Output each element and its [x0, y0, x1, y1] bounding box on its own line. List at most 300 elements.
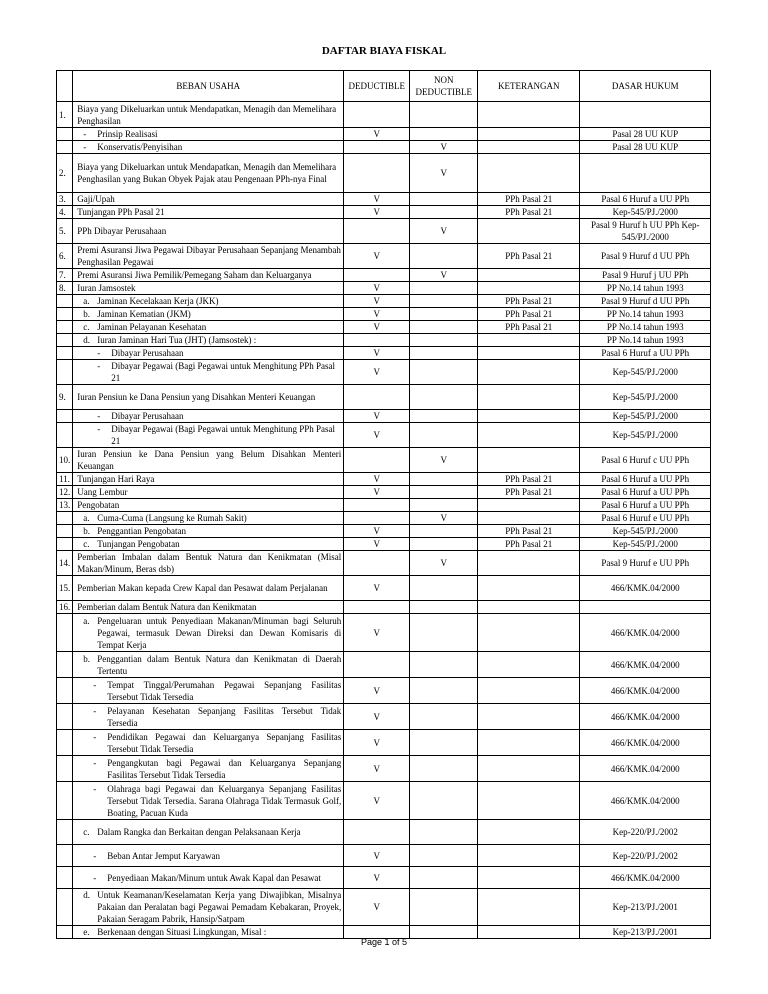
keterangan-cell [478, 154, 580, 193]
table-row [57, 525, 711, 538]
row-number: 1. [57, 102, 73, 128]
keterangan-cell: PPh Pasal 21 [478, 486, 580, 499]
row-description [73, 652, 344, 678]
non-deductible-cell [410, 499, 478, 512]
row-text: Penggantian Pengobatan [97, 526, 186, 536]
row-text: Pemberian dalam Bentuk Natura dan Kenikmatan [77, 602, 257, 612]
table-row [57, 219, 711, 244]
non-deductible-cell [410, 360, 478, 385]
row-description [73, 219, 344, 244]
dasar-hukum-cell: 466/KMK.04/2000 [580, 756, 711, 782]
row-description [73, 385, 344, 410]
row-description [73, 867, 344, 889]
dasar-hukum-cell: Pasal 6 Huruf e UU PPh [580, 512, 711, 525]
keterangan-cell [478, 423, 580, 448]
row-text: Iuran Jaminan Hari Tua (JHT) (Jamsostek) : [97, 335, 257, 345]
row-marker: - [93, 757, 97, 768]
row-number [57, 730, 73, 756]
row-text: Pemberian Imbalan dalam Bentuk Natura dan Kenikmatan (Misal Makan/Minum, Beras dsb) [77, 552, 342, 574]
table-row [57, 206, 711, 219]
table-row [57, 730, 711, 756]
keterangan-cell: PPh Pasal 21 [478, 473, 580, 486]
keterangan-cell [478, 360, 580, 385]
row-text: Olahraga bagi Pegawai dan Keluarganya Sepanjang Fasilitas Tersebut Tidak Tersedia. Sarana Olahraga Tidak Termasuk Golf, Boating, Pacuan Kuda [107, 783, 342, 818]
keterangan-cell: PPh Pasal 21 [478, 295, 580, 308]
row-text: Pengeluaran untuk Penyediaan Makanan/Minuman bagi Seluruh Pegawai, termasuk Dewan Direksi dan Dewan Komisaris di Tempat Kerja [97, 615, 342, 650]
row-text: Berkenaan dengan Situasi Lingkungan, Misal : [97, 927, 267, 937]
dasar-hukum-cell: Kep-213/PJ./2001 [580, 926, 711, 939]
row-text: Dibayar Perusahaan [111, 411, 184, 421]
dasar-hukum-cell: Pasal 6 Huruf a UU PPh [580, 193, 711, 206]
row-text: Jaminan Kematian (JKM) [97, 309, 191, 319]
non-deductible-cell [410, 820, 478, 845]
deductible-cell: V [344, 730, 410, 756]
deductible-cell: V [344, 244, 410, 269]
row-number [57, 845, 73, 867]
deductible-cell [344, 154, 410, 193]
row-number: 12. [57, 486, 73, 499]
row-description [73, 756, 344, 782]
row-text: Tunjangan PPh Pasal 21 [77, 207, 165, 217]
row-marker: - [97, 361, 101, 371]
row-text: Prinsip Realisasi [97, 129, 158, 139]
row-marker: d. [83, 335, 90, 345]
header-deductible: DEDUCTIBLE [344, 71, 410, 102]
row-text: Iuran Pensiun ke Dana Pensiun yang Disahkan Menteri Keuangan [77, 392, 316, 402]
table-row [57, 601, 711, 614]
row-marker: b. [83, 653, 90, 664]
row-marker: - [97, 348, 101, 358]
non-deductible-cell [410, 678, 478, 704]
dasar-hukum-cell: Kep-545/PJ./2000 [580, 423, 711, 448]
row-number [57, 820, 73, 845]
non-deductible-cell [410, 756, 478, 782]
row-number [57, 141, 73, 154]
table-row [57, 334, 711, 347]
table-row [57, 820, 711, 845]
table-row [57, 473, 711, 486]
row-description [73, 334, 344, 347]
page-title: DAFTAR BIAYA FISKAL [321, 45, 447, 57]
row-description [73, 889, 344, 926]
deductible-cell [344, 269, 410, 282]
keterangan-cell: PPh Pasal 21 [478, 525, 580, 538]
keterangan-cell [478, 499, 580, 512]
non-deductible-cell [410, 308, 478, 321]
table-row [57, 614, 711, 652]
row-description [73, 704, 344, 730]
deductible-cell: V [344, 321, 410, 334]
deductible-cell [344, 512, 410, 525]
dasar-hukum-cell: Kep-545/PJ./2000 [580, 525, 711, 538]
deductible-cell: V [344, 889, 410, 926]
dasar-hukum-cell: 466/KMK.04/2000 [580, 704, 711, 730]
row-text: Pelayanan Kesehatan Sepanjang Fasilitas Tersebut Tidak Tersedia [107, 705, 342, 728]
non-deductible-cell [410, 525, 478, 538]
header-non-deductible: NON DEDUCTIBLE [410, 71, 478, 102]
dasar-hukum-cell: 466/KMK.04/2000 [580, 652, 711, 678]
row-description [73, 282, 344, 295]
non-deductible-cell [410, 538, 478, 551]
non-deductible-cell [410, 410, 478, 423]
dasar-hukum-cell: 466/KMK.04/2000 [580, 614, 711, 652]
deductible-cell: V [344, 845, 410, 867]
row-description [73, 845, 344, 867]
non-deductible-cell [410, 730, 478, 756]
keterangan-cell [478, 347, 580, 360]
keterangan-cell: PPh Pasal 21 [478, 321, 580, 334]
table-row [57, 704, 711, 730]
non-deductible-cell [410, 473, 478, 486]
row-number [57, 360, 73, 385]
deductible-cell: V [344, 410, 410, 423]
deductible-cell: V [344, 525, 410, 538]
non-deductible-cell [410, 385, 478, 410]
row-text: Pemberian Makan kepada Crew Kapal dan Pesawat dalam Perjalanan [77, 583, 328, 593]
dasar-hukum-cell: Pasal 9 Huruf j UU PPh [580, 269, 711, 282]
row-description [73, 206, 344, 219]
row-description [73, 193, 344, 206]
row-description [73, 538, 344, 551]
row-description [73, 551, 344, 576]
table-row [57, 867, 711, 889]
row-number: 7. [57, 269, 73, 282]
non-deductible-cell [410, 867, 478, 889]
row-number: 15. [57, 576, 73, 601]
deductible-cell: V [344, 486, 410, 499]
table-row [57, 321, 711, 334]
keterangan-cell [478, 614, 580, 652]
deductible-cell: V [344, 128, 410, 141]
keterangan-cell [478, 102, 580, 128]
non-deductible-cell [410, 704, 478, 730]
row-marker: b. [83, 526, 90, 536]
keterangan-cell [478, 448, 580, 473]
row-number [57, 334, 73, 347]
non-deductible-cell [410, 321, 478, 334]
row-text: Biaya yang Dikeluarkan untuk Mendapatkan, Menagih dan Memelihara Penghasilan [77, 103, 337, 126]
row-number [57, 782, 73, 820]
non-deductible-cell [410, 102, 478, 128]
row-number [57, 614, 73, 652]
dasar-hukum-cell: Kep-213/PJ./2001 [580, 889, 711, 926]
row-number [57, 308, 73, 321]
deductible-cell: V [344, 473, 410, 486]
row-number [57, 652, 73, 678]
dasar-hukum-cell: Pasal 28 UU KUP [580, 141, 711, 154]
dasar-hukum-cell: Pasal 9 Huruf h UU PPh Kep-545/PJ./2000 [580, 219, 711, 244]
row-description [73, 614, 344, 652]
keterangan-cell: PPh Pasal 21 [478, 193, 580, 206]
table-row [57, 360, 711, 385]
keterangan-cell [478, 551, 580, 576]
table-row [57, 244, 711, 269]
keterangan-cell [478, 576, 580, 601]
row-marker: - [93, 783, 97, 794]
non-deductible-cell [410, 614, 478, 652]
deductible-cell [344, 141, 410, 154]
dasar-hukum-cell: Kep-545/PJ./2000 [580, 385, 711, 410]
row-text: Jaminan Pelayanan Kesehatan [97, 322, 207, 332]
dasar-hukum-cell: 466/KMK.04/2000 [580, 782, 711, 820]
row-number: 11. [57, 473, 73, 486]
table-row [57, 499, 711, 512]
non-deductible-cell [410, 347, 478, 360]
table-row [57, 269, 711, 282]
row-description [73, 102, 344, 128]
deductible-cell: V [344, 678, 410, 704]
table-row [57, 385, 711, 410]
non-deductible-cell [410, 486, 478, 499]
row-text: Premi Asuransi Jiwa Pegawai Dibayar Perusahaan Sepanjang Menambah Penghasilan Pegawai [77, 245, 341, 267]
keterangan-cell [478, 889, 580, 926]
row-marker: - [93, 731, 97, 742]
row-marker: c. [83, 539, 90, 549]
non-deductible-cell: V [410, 448, 478, 473]
deductible-cell: V [344, 614, 410, 652]
table-row [57, 282, 711, 295]
row-number [57, 410, 73, 423]
row-number: 8. [57, 282, 73, 295]
dasar-hukum-cell: Pasal 6 Huruf a UU PPh [580, 347, 711, 360]
dasar-hukum-cell: 466/KMK.04/2000 [580, 678, 711, 704]
deductible-cell: V [344, 538, 410, 551]
row-description [73, 154, 344, 193]
table-row [57, 486, 711, 499]
row-description [73, 295, 344, 308]
dasar-hukum-cell [580, 601, 711, 614]
row-number [57, 704, 73, 730]
row-number [57, 889, 73, 926]
table-row [57, 551, 711, 576]
row-marker: - [93, 872, 97, 883]
non-deductible-cell [410, 193, 478, 206]
header-keterangan: KETERANGAN [478, 71, 580, 102]
row-description [73, 525, 344, 538]
deductible-cell: V [344, 704, 410, 730]
non-deductible-cell: V [410, 512, 478, 525]
table-row [57, 512, 711, 525]
table-row [57, 141, 711, 154]
row-description [73, 141, 344, 154]
page-number: Page 1 of 5 [360, 937, 408, 947]
row-description [73, 308, 344, 321]
row-number [57, 867, 73, 889]
non-deductible-cell [410, 889, 478, 926]
deductible-cell [344, 499, 410, 512]
row-text: Tunjangan Hari Raya [77, 474, 155, 484]
non-deductible-cell [410, 652, 478, 678]
table-row [57, 678, 711, 704]
row-text: Dalam Rangka dan Berkaitan dengan Pelaksanaan Kerja [97, 827, 301, 837]
row-text: Beban Antar Jemput Karyawan [107, 850, 220, 861]
row-text: Dibayar Pegawai (Bagi Pegawai untuk Menghitung PPh Pasal 21 [111, 361, 335, 383]
dasar-hukum-cell: Pasal 9 Huruf e UU PPh [580, 551, 711, 576]
keterangan-cell [478, 652, 580, 678]
row-number: 2. [57, 154, 73, 193]
deductible-cell: V [344, 295, 410, 308]
row-description [73, 499, 344, 512]
row-description [73, 347, 344, 360]
dasar-hukum-cell: PP No.14 tahun 1993 [580, 334, 711, 347]
keterangan-cell [478, 128, 580, 141]
row-number [57, 678, 73, 704]
deductible-cell: V [344, 282, 410, 295]
keterangan-cell [478, 141, 580, 154]
dasar-hukum-cell: Kep-545/PJ./2000 [580, 206, 711, 219]
row-description [73, 244, 344, 269]
row-text: Konservatis/Penyisihan [97, 142, 183, 152]
row-number [57, 347, 73, 360]
deductible-cell: V [344, 423, 410, 448]
dasar-hukum-cell: Kep-545/PJ./2000 [580, 360, 711, 385]
dasar-hukum-cell: PP No.14 tahun 1993 [580, 308, 711, 321]
deductible-cell [344, 551, 410, 576]
row-marker: a. [83, 615, 90, 626]
row-description [73, 512, 344, 525]
row-text: Pengobatan [77, 500, 120, 510]
keterangan-cell [478, 678, 580, 704]
deductible-cell: V [344, 360, 410, 385]
dasar-hukum-cell: Pasal 9 Huruf d UU PPh [580, 295, 711, 308]
non-deductible-cell [410, 244, 478, 269]
non-deductible-cell: V [410, 141, 478, 154]
row-description [73, 410, 344, 423]
deductible-cell [344, 334, 410, 347]
row-number: 13. [57, 499, 73, 512]
dasar-hukum-cell: 466/KMK.04/2000 [580, 730, 711, 756]
row-number [57, 128, 73, 141]
non-deductible-cell [410, 845, 478, 867]
table-row [57, 193, 711, 206]
row-text: Biaya yang Dikeluarkan untuk Mendapatkan, Menagih dan Memelihara Penghasilan yang Bukan Obyek Pajak atau Pengenaan PPh-nya Final [77, 162, 337, 184]
table-row [57, 347, 711, 360]
dasar-hukum-cell: Pasal 28 UU KUP [580, 128, 711, 141]
row-number [57, 525, 73, 538]
keterangan-cell [478, 782, 580, 820]
dasar-hukum-cell: Pasal 6 Huruf c UU PPh [580, 448, 711, 473]
keterangan-cell [478, 756, 580, 782]
row-marker: - [93, 850, 97, 861]
dasar-hukum-cell: Pasal 6 Huruf a UU PPh [580, 486, 711, 499]
non-deductible-cell: V [410, 551, 478, 576]
deductible-cell [344, 102, 410, 128]
row-marker: b. [83, 309, 90, 319]
keterangan-cell: PPh Pasal 21 [478, 538, 580, 551]
table-header [57, 71, 711, 102]
row-number [57, 756, 73, 782]
keterangan-cell: PPh Pasal 21 [478, 308, 580, 321]
row-text: Cuma-Cuma (Langsung ke Rumah Sakit) [97, 513, 247, 523]
deductible-cell: V [344, 308, 410, 321]
keterangan-cell: PPh Pasal 21 [478, 206, 580, 219]
row-number [57, 295, 73, 308]
table-row [57, 128, 711, 141]
non-deductible-cell [410, 282, 478, 295]
row-description [73, 128, 344, 141]
row-text: Iuran Pensiun ke Dana Pensiun yang Belum Disahkan Menteri Keuangan [77, 449, 342, 471]
row-number: 6. [57, 244, 73, 269]
deductible-cell: V [344, 782, 410, 820]
deductible-cell: V [344, 576, 410, 601]
table-row [57, 889, 711, 926]
keterangan-cell [478, 385, 580, 410]
row-marker: a. [83, 513, 90, 523]
row-text: Penyediaan Makan/Minum untuk Awak Kapal dan Pesawat [107, 872, 321, 883]
row-text: Dibayar Perusahaan [111, 348, 184, 358]
header-no [57, 71, 73, 102]
keterangan-cell [478, 845, 580, 867]
table-row [57, 102, 711, 128]
dasar-hukum-cell: PP No.14 tahun 1993 [580, 282, 711, 295]
deductible-cell: V [344, 867, 410, 889]
row-text: Jaminan Kecelakaan Kerja (JKK) [97, 296, 219, 306]
dasar-hukum-cell: Kep-545/PJ./2000 [580, 410, 711, 423]
dasar-hukum-cell: 466/KMK.04/2000 [580, 867, 711, 889]
dasar-hukum-cell: 466/KMK.04/2000 [580, 576, 711, 601]
row-number: 10. [57, 448, 73, 473]
row-description [73, 360, 344, 385]
row-marker: c. [83, 322, 90, 332]
row-text: Tempat Tinggal/Perumahan Pegawai Sepanjang Fasilitas Tersebut Tidak Tersedia [107, 679, 342, 702]
deductible-cell: V [344, 206, 410, 219]
row-marker: - [97, 424, 101, 434]
table-row [57, 538, 711, 551]
non-deductible-cell: V [410, 219, 478, 244]
row-text: Tunjangan Pengobatan [97, 539, 180, 549]
table-row [57, 576, 711, 601]
row-description [73, 782, 344, 820]
row-number [57, 423, 73, 448]
dasar-hukum-cell: Kep-220/PJ./2002 [580, 820, 711, 845]
keterangan-cell [478, 704, 580, 730]
row-number: 9. [57, 385, 73, 410]
row-marker: - [97, 411, 101, 421]
row-description [73, 678, 344, 704]
keterangan-cell [478, 867, 580, 889]
dasar-hukum-cell [580, 154, 711, 193]
table-row [57, 154, 711, 193]
non-deductible-cell [410, 334, 478, 347]
row-text: Uang Lembur [77, 487, 128, 497]
fiscal-cost-table [56, 70, 711, 939]
header-beban: BEBAN USAHA [73, 71, 344, 102]
deductible-cell [344, 820, 410, 845]
table-row [57, 756, 711, 782]
keterangan-cell [478, 269, 580, 282]
non-deductible-cell [410, 423, 478, 448]
non-deductible-cell [410, 206, 478, 219]
table-row [57, 295, 711, 308]
row-number [57, 538, 73, 551]
table-row [57, 652, 711, 678]
deductible-cell: V [344, 347, 410, 360]
table-row [57, 448, 711, 473]
non-deductible-cell [410, 128, 478, 141]
non-deductible-cell [410, 782, 478, 820]
row-description [73, 473, 344, 486]
dasar-hukum-cell: Pasal 9 Huruf d UU PPh [580, 244, 711, 269]
row-description [73, 269, 344, 282]
deductible-cell: V [344, 756, 410, 782]
row-description [73, 820, 344, 845]
row-description [73, 730, 344, 756]
row-marker: - [93, 679, 97, 690]
row-description [73, 601, 344, 614]
keterangan-cell [478, 282, 580, 295]
table-row [57, 845, 711, 867]
row-text: Gaji/Upah [77, 194, 115, 204]
